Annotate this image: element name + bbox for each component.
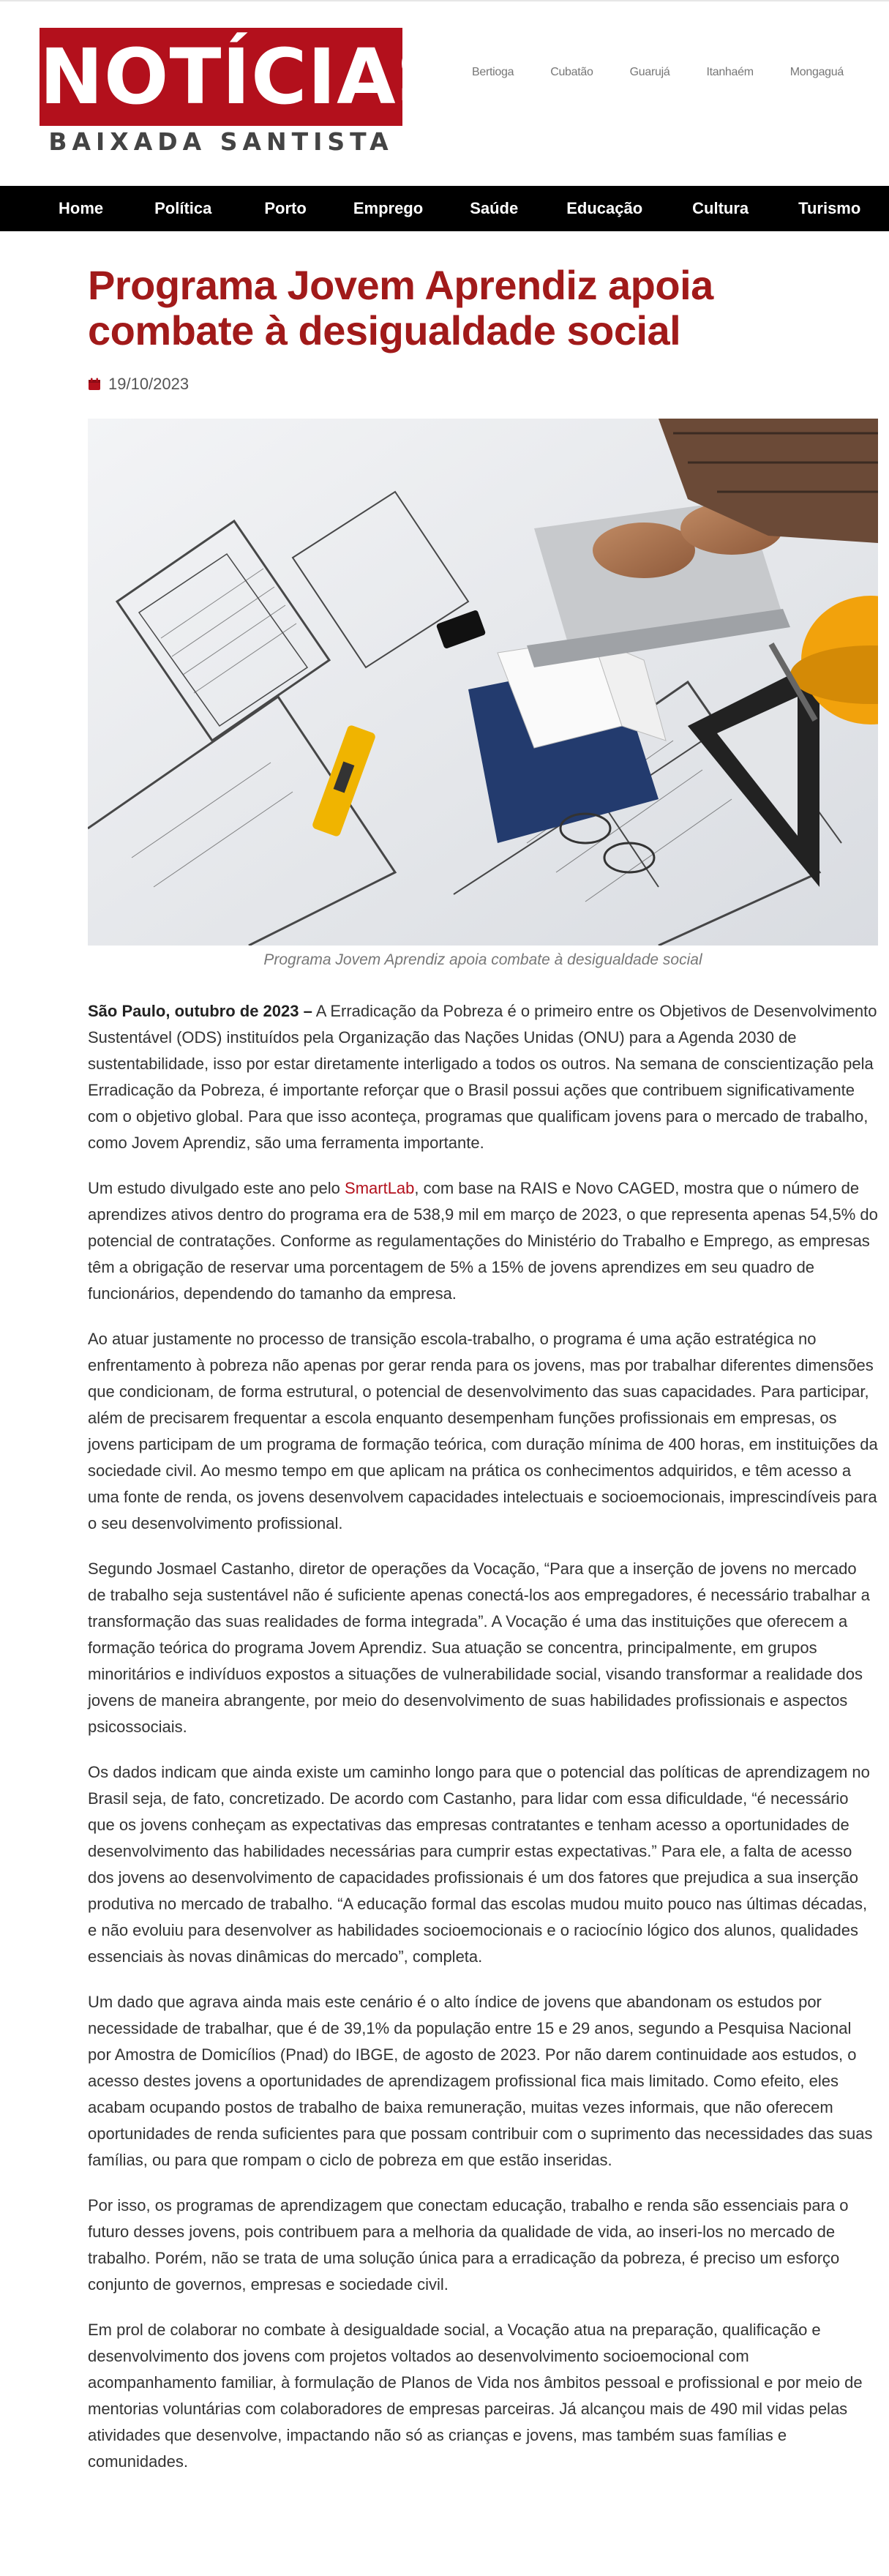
article-hero-image (88, 419, 878, 946)
city-link-guaruja[interactable]: Guarujá (629, 66, 670, 78)
logo-subtitle: BAIXADA SANTISTA (48, 127, 394, 156)
article (88, 230, 878, 2494)
city-link-itanhaem[interactable]: Itanhaém (706, 66, 754, 78)
paragraph-1-lead: São Paulo, outubro de 2023 – (88, 1002, 312, 1020)
article-title: Programa Jovem Aprendiz apoia combate à desigualdade social (88, 262, 713, 353)
city-link-cubatao[interactable]: Cubatão (550, 66, 593, 78)
calendar-icon (88, 378, 101, 391)
paragraph-1-text: A Erradicação da Pobreza é o primeiro entre os Objetivos de Desenvolvimento Sustentável (ODS) instituídos pela Organização das Nações Unidas (ONU) para a Agenda 2030 de sustentabilidade, isso por estar diretamente interligado a todos os outros. Na semana de conscientização pela Erradicação da Pobreza, é importante reforçar que o Brasil possui ações que contribuem significativamente com o objetivo global. Para que isso aconteça, programas que qualificam jovens para o mercado de trabalho, como Jovem Aprendiz, são uma ferramenta importante. (88, 1002, 877, 1152)
site-logo[interactable] (40, 28, 452, 126)
city-link-mongagua[interactable]: Mongaguá (789, 66, 844, 78)
smartlab-link[interactable]: SmartLab (345, 1179, 415, 1197)
paragraph-1 (88, 998, 878, 1156)
nav-item-turismo[interactable]: Turismo (798, 199, 861, 217)
logo-title: NOTÍCIAS (40, 32, 452, 121)
article-body (88, 998, 878, 2475)
paragraph-5: Os dados indicam que ainda existe um caminho longo para que o potencial das políticas de aprendizagem no Brasil seja, de fato, concretizado. De acordo com Castanho, para lidar com essa dificuldade, “é necessário que os jovens conheçam as expectativas das empresas contratantes e tenham acesso a oportunidades de desenvolvimento das habilidades necessárias para cumprir estas expectativas.” Para ele, a falta de acesso dos jovens ao desenvolvimento de capacidades profissionais é um dos fatores que prejudica a sua inserção produtiva no mercado de trabalho. “A educação formal das escolas mudou muito pouco nas últimas décadas, e não evoluiu para desenvolver as habilidades socioemocionais e o raciocínio lógico dos alunos, qualidades essenciais às novas dinâmicas do mercado”, completa. (88, 1763, 870, 1966)
nav-item-saude[interactable]: Saúde (470, 199, 519, 217)
paragraph-2 (88, 1175, 878, 1307)
article-date-row (88, 375, 878, 393)
paragraph-3: Ao atuar justamente no processo de transição escola-trabalho, o programa é uma ação estratégica no enfrentamento à pobreza não apenas por gerar renda para os jovens, mas por trabalhar diferentes dimensões que condicionam, de forma estrutural, o potencial de desenvolvimento das suas capacidades. Para participar, além de precisarem frequentar a escola enquanto desempenham funções profissionais em empresas, os jovens participam de um programa de formação teórica, com duração mínima de 400 horas, em instituições da sociedade civil. Ao mesmo tempo em que aplicam na prática os conhecimentos adquiridos, e têm acesso a uma fonte de renda, os jovens desenvolvem capacidades intelectuais e socioemocionais, imprescindíveis para o seu desenvolvimento profissional. (88, 1330, 878, 1532)
article-date: 19/10/2023 (108, 375, 190, 393)
nav-item-educacao[interactable]: Educação (566, 199, 643, 217)
city-links (432, 61, 889, 83)
paragraph-2-text-a: Um estudo divulgado este ano pelo (88, 1179, 345, 1197)
paragraph-7: Por isso, os programas de aprendizagem que conectam educação, trabalho e renda são essenciais para o futuro desses jovens, pois contribuem para a melhoria da qualidade de vida, ao inseri-los no mercado de trabalho. Porém, não se trata de uma solução única para a erradicação da pobreza, é preciso um esforço conjunto de governos, empresas e sociedade civil. (88, 2196, 849, 2294)
nav-item-politica[interactable]: Política (154, 199, 212, 217)
architect-desk-illustration (88, 419, 878, 946)
main-nav (0, 186, 889, 231)
nav-item-home[interactable]: Home (59, 199, 104, 217)
nav-item-cultura[interactable]: Cultura (692, 199, 749, 217)
paragraph-8: Em prol de colaborar no combate à desigualdade social, a Vocação atua na preparação, qualificação e desenvolvimento dos jovens com projetos voltados ao desenvolvimento socioemocional com acompanhamento familiar, à formulação de Planos de Vida nos âmbitos pessoal e profissional e por meio de mentorias voluntárias com colaboradores de empresas parceiras. Já alcançou mais de 490 mil vidas pelas atividades que desenvolve, impactando não só as crianças e jovens, mas também suas famílias e comunidades. (88, 2321, 863, 2471)
paragraph-6: Um dado que agrava ainda mais este cenário é o alto índice de jovens que abandonam os estudos por necessidade de trabalhar, que é de 39,1% da população entre 15 e 29 anos, segundo a Pesquisa Nacional por Amostra de Domicílios (Pnad) do IBGE, de agosto de 2023. Por não darem continuidade aos estudos, o acesso destes jovens a oportunidades de aprendizagem profissional fica mais limitado. Como efeito, eles acabam ocupando postos de trabalho de baixa remuneração, muitas vezes informais, que não oferecem oportunidades de renda suficientes para que possam contribuir com o suprimento das necessidades das suas famílias, ou para que rompam o ciclo de pobreza em que estão inseridas. (88, 1993, 873, 2169)
city-link-bertioga[interactable]: Bertioga (472, 66, 514, 78)
nav-item-emprego[interactable]: Emprego (353, 199, 424, 217)
nav-item-porto[interactable]: Porto (264, 199, 307, 217)
paragraph-4: Segundo Josmael Castanho, diretor de operações da Vocação, “Para que a inserção de jovens no mercado de trabalho seja sustentável não é suficiente apenas conectá-los aos empregadores, é necessário trabalhar a transformação das suas realidades de forma integrada”. A Vocação é uma das instituições que oferecem a formação teórica do programa Jovem Aprendiz. Sua atuação se concentra, principalmente, em grupos minoritários e indivíduos expostos a situações de vulnerabilidade social, visando transformar a realidade dos jovens de maneira abrangente, por meio do desenvolvimento de suas habilidades profissionais e aspectos psicossociais. (88, 1560, 870, 1736)
image-caption: Programa Jovem Aprendiz apoia combate à desigualdade social (263, 951, 702, 968)
paragraph-2-text-b: , com base na RAIS e Novo CAGED, mostra que o número de aprendizes ativos dentro do programa era de 538,9 mil em março de 2023, o que representa apenas 54,5% do potencial de contratações. Conforme as regulamentações do Ministério do Trabalho e Emprego, as empresas têm a obrigação de reservar uma porcentagem de 5% a 15% de jovens aprendizes em seu quadro de funcionários, dependendo do tamanho da empresa. (88, 1179, 878, 1303)
site-header (0, 1, 889, 217)
